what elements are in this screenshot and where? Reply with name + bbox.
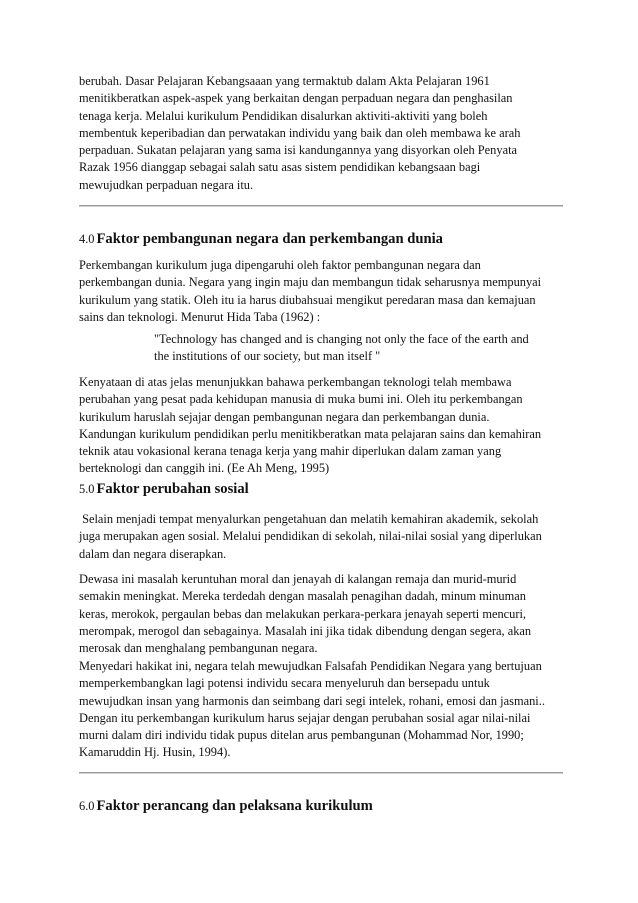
section-heading [79,480,563,498]
section-number: 5.0 [79,482,95,496]
text-line: semakin meningkat. Mereka terdedah dengan masalah penagihan dadah, minum minuman [79,589,526,604]
paragraph [79,571,563,657]
text-line: Dewasa ini masalah keruntuhan moral dan jenayah di kalangan remaja dan murid-murid [79,572,517,586]
text-line: Razak 1956 dianggap sebagai salah satu asas sistem pendidikan kebangsaan bagi [79,160,481,175]
text-line: Menyedari hakikat ini, negara telah mewujudkan Falsafah Pendidikan Negara yang bertujuan [79,659,542,673]
text-line: perubahan yang pesat pada kehidupan manusia di muka bumi ini. Oleh itu perkembangan [79,392,523,407]
horizontal-rule [79,772,563,774]
text-line: juga merupakan agen sosial. Melalui pendidikan di sekolah, nilai-nilai sosial yang diperlukan [79,529,542,544]
text-line: Perkembangan kurikulum juga dipengaruhi oleh faktor pembangunan negara dan [79,258,481,272]
paragraph [79,658,563,762]
text-line: Kandungan kurikulum pendidikan perlu menitikberatkan mata pelajaran sains dan kemahiran [79,426,542,441]
paragraph [79,511,563,563]
horizontal-rule [79,205,563,207]
text-line: tenaga kerja. Melalui kurikulum Pendidikan disalurkan aktiviti-aktiviti yang boleh [79,108,488,123]
text-line: merosak dan menghalang pembangunan negara. [79,641,318,656]
text-line: Kenyataan di atas jelas menunjukkan bahawa perkembangan teknologi telah membawa [79,375,512,389]
text-line: teknik atau vokasional kerana tenaga kerja yang mahir diperlukan dalam zaman yang [79,444,502,459]
quote-line: "Technology has changed and is changing not only the face of the earth and [154,332,529,346]
section-heading [79,230,563,248]
text-line: menitikberatkan aspek-aspek yang berkaitan dengan perpaduan negara dan penghasilan [79,91,513,106]
section-number: 6.0 [79,799,95,813]
text-line: mewujudkan insan yang harmonis dan seimbang dari segi intelek, rohani, emosi dan jasmani.. [79,693,545,708]
text-line: berteknologi dan canggih ini. (Ee Ah Meng, 1995) [79,461,330,476]
quotation [79,331,638,366]
text-line: perkembangan dunia. Negara yang ingin maju dan membangun tidak seharusnya mempunyai [79,275,542,290]
intro-paragraph [79,73,563,194]
text-line: Kamaruddin Hj. Husin, 1994). [79,745,231,760]
text-line: sains dan teknologi. Menurut Hida Taba (1962) : [79,309,321,324]
text-line: Selain menjadi tempat menyalurkan pengetahuan dan melatih kemahiran akademik, sekolah [79,512,539,526]
text-line: memperkembangkan lagi potensi individu secara menyeluruh dan bersepadu untuk [79,676,490,691]
text-line: mewujudkan perpaduan negara itu. [79,177,254,192]
paragraph [79,374,563,478]
text-line: kurikulum haruslah sejajar dengan pembangunan negara dan perkembangan dunia. [79,409,490,424]
text-line: merompak, merogol dan sebagainya. Masalah ini jika tidak dibendung dengan segera, akan [79,623,532,638]
text-line: berubah. Dasar Pelajaran Kebangsaaan yang termaktub dalam Akta Pelajaran 1961 [79,74,490,88]
text-line: murni dalam diri individu tidak pupus ditelan arus pembangunan (Mohammad Nor, 1990; [79,728,524,743]
section-title: Faktor perancang dan pelaksana kurikulum [96,798,373,814]
text-line: perpaduan. Sukatan pelajaran yang sama isi kandungannya yang disyorkan oleh Penyata [79,143,518,158]
section-heading [79,797,563,815]
text-line: membentuk keperibadian dan perwatakan individu yang baik dan oleh membawa ke arah [79,125,521,140]
quote-line: the institutions of our society, but man itself " [154,349,381,364]
text-line: dalam dan negara diserapkan. [79,546,227,561]
text-line: keras, merokok, pergaulan bebas dan melakukan perkara-perkara jenayah seperti mencuri, [79,606,527,621]
section-number: 4.0 [79,232,95,246]
section-title: Faktor perubahan sosial [96,481,249,497]
section-title: Faktor pembangunan negara dan perkembangan dunia [96,231,443,247]
text-line: kurikulum yang statik. Oleh itu ia harus diubahsuai mengikut peredaran masa dan kemajuan [79,292,536,307]
paragraph [79,257,563,326]
text-line: Dengan itu perkembangan kurikulum harus sejajar dengan perubahan sosial agar nilai-nilai [79,710,531,725]
